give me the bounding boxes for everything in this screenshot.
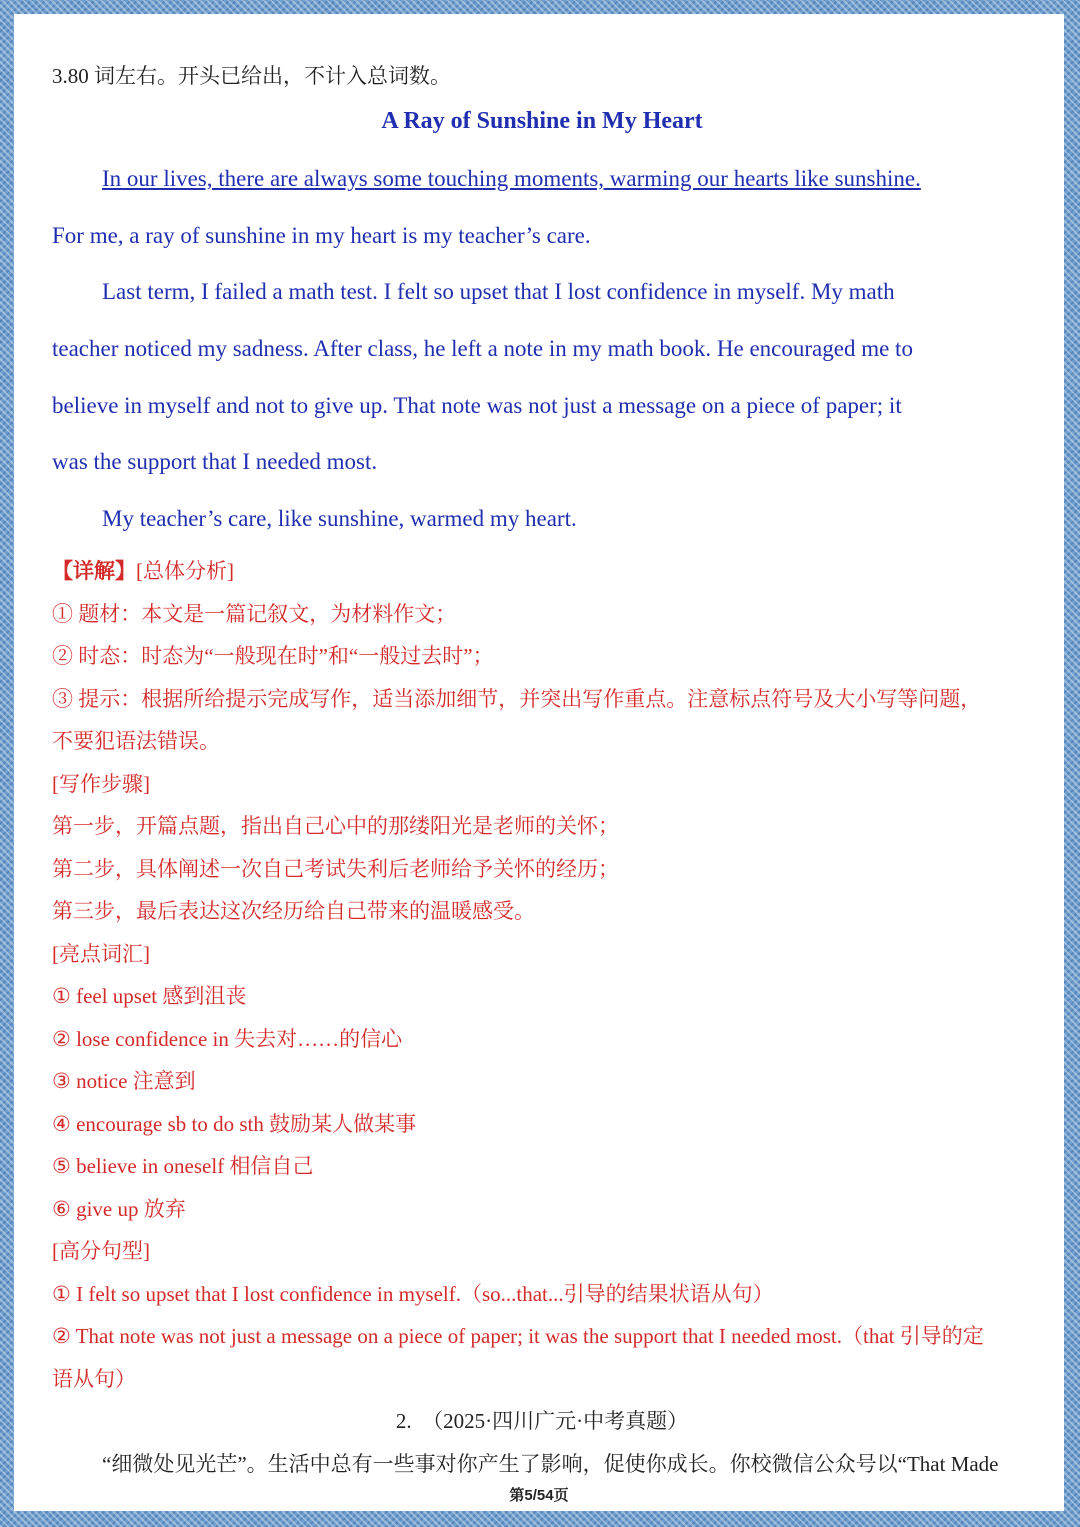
- vocab-heading: [亮点词汇]: [52, 942, 150, 966]
- sentence-item-continuation: 语从句）: [52, 1367, 136, 1391]
- analysis-subheading: [总体分析]: [136, 559, 234, 583]
- essay-paragraph-1-line-2: For me, a ray of sunshine in my heart is my teacher’s care.: [52, 223, 591, 248]
- question-2-text: “细微处见光芒”。生活中总有一些事对你产生了影响，促使你成长。你校微信公众号以“That Made: [102, 1452, 999, 1476]
- page-number: 第5/54页: [509, 1487, 569, 1504]
- sentences-heading: [高分句型]: [52, 1239, 150, 1263]
- essay-paragraph-2-line-2: teacher noticed my sadness. After class, he left a note in my math book. He encouraged me to: [52, 336, 913, 361]
- analysis-item: 不要犯语法错误。: [52, 729, 220, 753]
- vocab-item: ④ encourage sb to do sth 鼓励某人做某事: [52, 1112, 417, 1136]
- step-item: 第三步，最后表达这次经历给自己带来的温暖感受。: [52, 899, 535, 923]
- essay-opening-line: In our lives, there are always some touching moments, warming our hearts like sunshine.: [102, 166, 921, 191]
- step-item: 第二步，具体阐述一次自己考试失利后老师给予关怀的经历；: [52, 857, 619, 881]
- essay-paragraph-3-line-1: My teacher’s care, like sunshine, warmed my heart.: [102, 506, 577, 531]
- essay-paragraph-2-line-4: was the support that I needed most.: [52, 449, 378, 474]
- vocab-item: ⑥ give up 放弃: [52, 1197, 186, 1221]
- sentence-item: ② That note was not just a message on a piece of paper; it was the support that I needed most.（that 引导的定: [52, 1324, 984, 1348]
- vocab-item: ③ notice 注意到: [52, 1069, 196, 1093]
- step-item: 第一步，开篇点题，指出自己心中的那缕阳光是老师的关怀；: [52, 814, 619, 838]
- document-page: [14, 14, 1064, 1511]
- analysis-item: ① 题材：本文是一篇记叙文，为材料作文；: [52, 602, 457, 626]
- vocab-item: ① feel upset 感到沮丧: [52, 984, 247, 1008]
- question-2-number: 2. （2025·四川广元·中考真题）: [395, 1409, 689, 1433]
- essay-title: A Ray of Sunshine in My Heart: [381, 108, 703, 134]
- task-requirement-text: 3.80 词左右。开头已给出，不计入总词数。: [52, 64, 451, 88]
- analysis-heading: [52, 555, 234, 585]
- analysis-item: ② 时态：时态为“一般现在时”和“一般过去时”；: [52, 644, 494, 668]
- analysis-item: ③ 提示：根据所给提示完成写作，适当添加细节，并突出写作重点。注意标点符号及大小写等问题，: [52, 687, 982, 711]
- vocab-item: ② lose confidence in 失去对……的信心: [52, 1027, 403, 1051]
- essay-paragraph-2-line-3: believe in myself and not to give up. That note was not just a message on a piece of paper; it: [52, 393, 902, 418]
- analysis-bracket-label: 【详解】: [52, 559, 136, 583]
- essay-paragraph-2-line-1: Last term, I failed a math test. I felt so upset that I lost confidence in myself. My math: [102, 279, 895, 304]
- vocab-item: ⑤ believe in oneself 相信自己: [52, 1154, 314, 1178]
- steps-heading: [写作步骤]: [52, 772, 150, 796]
- sentence-item: ① I felt so upset that I lost confidence in myself.（so...that...引导的结果状语从句）: [52, 1282, 774, 1306]
